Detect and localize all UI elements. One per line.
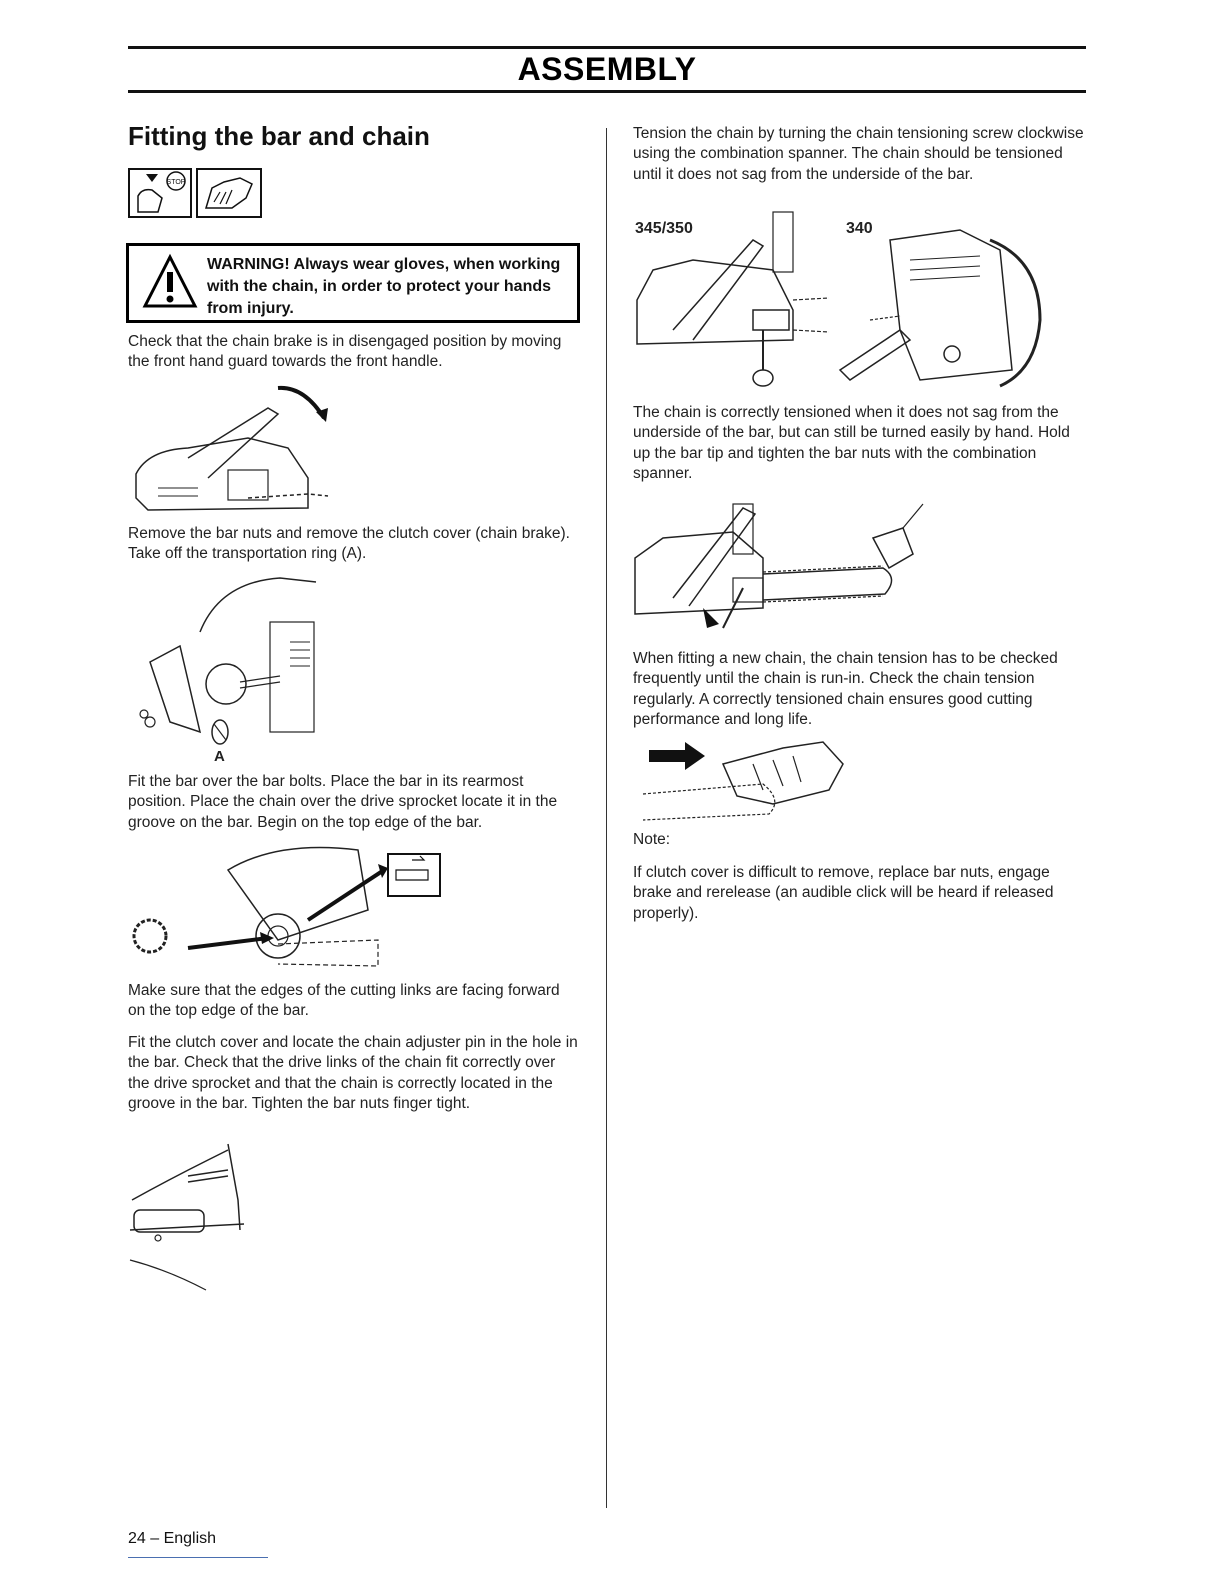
- figure-clutch-fit: [128, 1140, 248, 1305]
- clutch-fit-illustration: [128, 1140, 248, 1300]
- left-paragraph-3: Fit the bar over the bar bolts. Place the bar in its rearmost position. Place the chain over the drive sprocket locate it in the groove on the bar. Begin on the top edge of the bar.: [128, 773, 558, 831]
- tighten-nuts-illustration: [633, 498, 933, 638]
- header-rule-top: [128, 46, 1086, 49]
- header-rule-bottom: [128, 90, 1086, 93]
- figure-chain-brake: [128, 378, 328, 523]
- note-label: Note:: [633, 831, 671, 848]
- right-paragraph-2: The chain is correctly tensioned when it does not sag from the underside of the bar, but can still be turned easily by hand. Hold up the bar tip and tighten the bar nuts with the combination spanner.: [633, 404, 1070, 482]
- figure-tension-345-350: [633, 210, 833, 395]
- figure-tighten-nuts: [633, 498, 933, 643]
- fit-bar-illustration: [128, 840, 448, 980]
- footer-rule: [128, 1557, 268, 1558]
- figure-fit-bar: [128, 840, 448, 985]
- figure-label-a: A: [214, 748, 225, 765]
- model-label-340: 340: [846, 220, 873, 237]
- note-text: If clutch cover is difficult to remove, replace bar nuts, engage brake and rerelease (an audible click will be heard if released properly).: [633, 864, 1054, 922]
- tension-340-illustration: [840, 230, 1050, 390]
- figure-chain-tension: [633, 734, 853, 829]
- ppe-icon-graphic: [128, 168, 262, 218]
- left-paragraph-5: Fit the clutch cover and locate the chain adjuster pin in the hole in the bar. Check that the drive links of the chain fit correctly over the drive sprocket and that the chain is correctly located in the groove in the bar. Tighten the bar nuts finger tight.: [128, 1034, 578, 1112]
- column-divider: [606, 128, 607, 1508]
- right-paragraph-1: Tension the chain by turning the chain tensioning screw clockwise using the combination spanner. The chain should be tensioned until it does not sag from the underside of the bar.: [633, 125, 1084, 183]
- stop-sign-text: STOP: [166, 179, 186, 186]
- ppe-icons: [128, 168, 262, 218]
- left-paragraph-4: Make sure that the edges of the cutting links are facing forward on the top edge of the bar.: [128, 982, 560, 1020]
- section-title: Fitting the bar and chain: [128, 121, 430, 151]
- model-label-345-350: 345/350: [635, 220, 693, 237]
- warning-triangle-icon: [143, 254, 197, 310]
- right-paragraph-3: When fitting a new chain, the chain tension has to be checked frequently until the chain is run-in. Check the chain tension regularly. A correctly tensioned chain ensures good cutting performance and long life.: [633, 650, 1058, 728]
- page-title: ASSEMBLY: [517, 51, 697, 87]
- chain-tension-illustration: [633, 734, 853, 824]
- left-paragraph-2: Remove the bar nuts and remove the clutch cover (chain brake). Take off the transportation ring (A).: [128, 525, 570, 563]
- figure-clutch-cover: [140, 572, 320, 747]
- warning-box: [126, 243, 580, 323]
- clutch-cover-illustration: [140, 572, 320, 742]
- page-footer: 24 – English: [128, 1530, 217, 1547]
- warning-text: WARNING! Always wear gloves, when working with the chain, in order to protect your hands from injury.: [207, 256, 561, 317]
- tension-345-350-illustration: [633, 210, 833, 390]
- left-paragraph-1: Check that the chain brake is in disengaged position by moving the front hand guard towards the front handle.: [128, 333, 562, 371]
- figure-tension-340: [840, 230, 1050, 395]
- chainsaw-brake-illustration: [128, 378, 328, 518]
